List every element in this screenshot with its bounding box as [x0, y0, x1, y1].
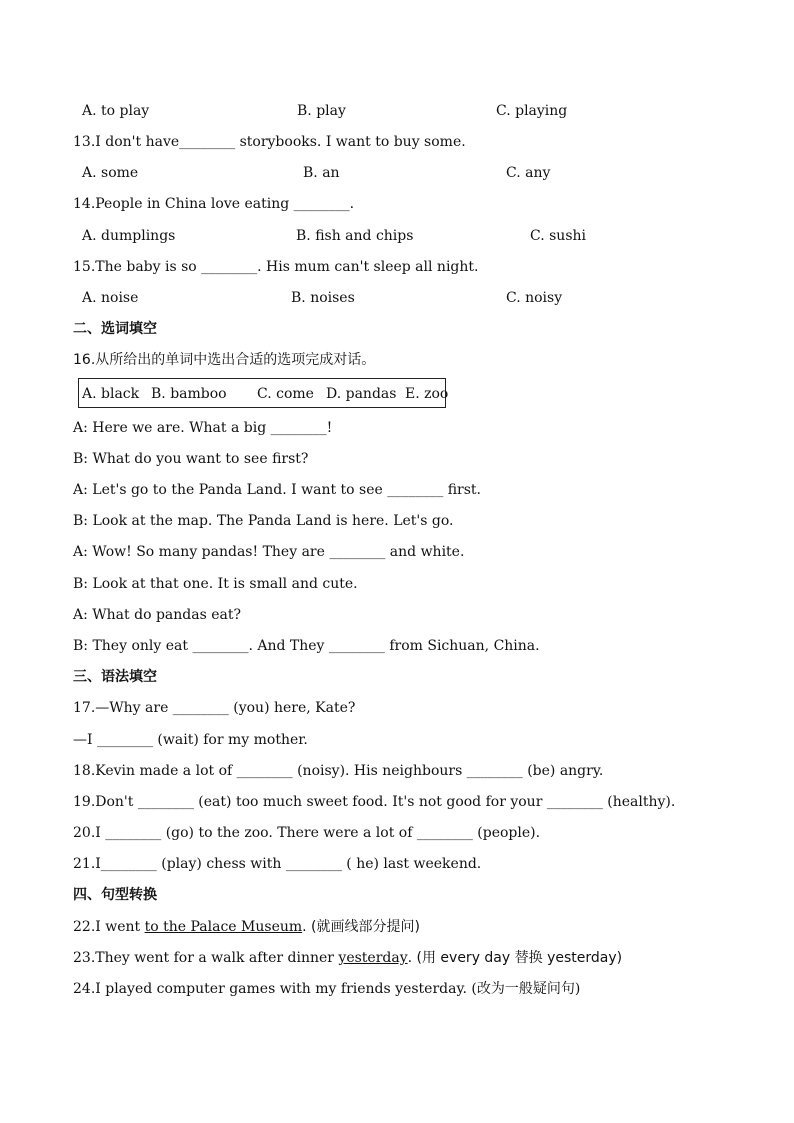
q23-prefix: 23.They went for a walk after dinner [73, 950, 339, 966]
section-2-title: 二、选词填空 [73, 321, 157, 337]
q15-option-a: A. noise [82, 290, 139, 306]
q24-line: 24.I played computer games with my friends yesterday. (改为一般疑问句) [73, 981, 581, 997]
q14-option-a: A. dumplings [82, 228, 176, 244]
dialog-line: A: What do pandas eat? [73, 607, 241, 623]
q19-line: 19.Don't ________ (eat) too much sweet food. It's not good for your ________ (healthy). [73, 794, 676, 810]
word-bank-option-d: D. pandas [326, 386, 397, 402]
q22-underlined-phrase: to the Palace Museum [144, 919, 303, 935]
dialog-line: B: Look at that one. It is small and cute. [73, 576, 358, 592]
dialog-line: B: They only eat ________. And They ________ from Sichuan, China. [73, 638, 540, 654]
q23-line [73, 949, 622, 967]
q22-line [73, 918, 420, 936]
q17-line-1: 17.—Why are ________ (you) here, Kate? [73, 700, 356, 716]
q13-stem: 13.I don't have________ storybooks. I want to buy some. [73, 134, 466, 150]
dialog-line: B: Look at the map. The Panda Land is here. Let's go. [73, 513, 454, 529]
q12-option-a: A. to play [82, 103, 150, 119]
q14-stem: 14.People in China love eating ________. [73, 196, 355, 212]
q12-option-c: C. playing [496, 103, 568, 119]
q14-option-b: B. fish and chips [296, 228, 414, 244]
q21-line: 21.I________ (play) chess with ________ ( he) last weekend. [73, 856, 482, 872]
q16-instruction: 16.从所给出的单词中选出合适的选项完成对话。 [73, 352, 376, 368]
q18-line: 18.Kevin made a lot of ________ (noisy). His neighbours ________ (be) angry. [73, 763, 604, 779]
q13-option-b: B. an [303, 165, 340, 181]
section-4-title: 四、句型转换 [73, 887, 157, 903]
q20-line: 20.I ________ (go) to the zoo. There were a lot of ________ (people). [73, 825, 541, 841]
q13-option-a: A. some [82, 165, 139, 181]
dialog-line: B: What do you want to see first? [73, 451, 309, 467]
q23-instruction: . (用 every day 替换 yesterday) [407, 950, 623, 966]
word-bank-option-e: E. zoo [405, 386, 449, 402]
q15-stem: 15.The baby is so ________. His mum can't sleep all night. [73, 259, 479, 275]
q15-option-b: B. noises [291, 290, 355, 306]
word-bank-option-c: C. come [257, 386, 314, 402]
word-bank-box [78, 378, 449, 408]
q17-line-2: —I ________ (wait) for my mother. [73, 732, 308, 748]
q22-prefix: 22.I went [73, 919, 145, 935]
q23-underlined-word: yesterday [338, 950, 408, 966]
word-bank-option-b: B. bamboo [151, 386, 227, 402]
dialog-line: A: Here we are. What a big ________! [73, 420, 333, 436]
q15-option-c: C. noisy [506, 290, 563, 306]
q12-option-b: B. play [297, 103, 346, 119]
dialog-line: A: Let's go to the Panda Land. I want to see ________ first. [73, 482, 481, 498]
dialog-line: A: Wow! So many pandas! They are ________ and white. [73, 544, 465, 560]
q13-option-c: C. any [506, 165, 551, 181]
q14-option-c: C. sushi [530, 228, 586, 244]
section-3-title: 三、语法填空 [73, 669, 157, 685]
word-bank-option-a: A. black [82, 386, 140, 402]
q22-instruction: . (就画线部分提问) [302, 919, 420, 935]
